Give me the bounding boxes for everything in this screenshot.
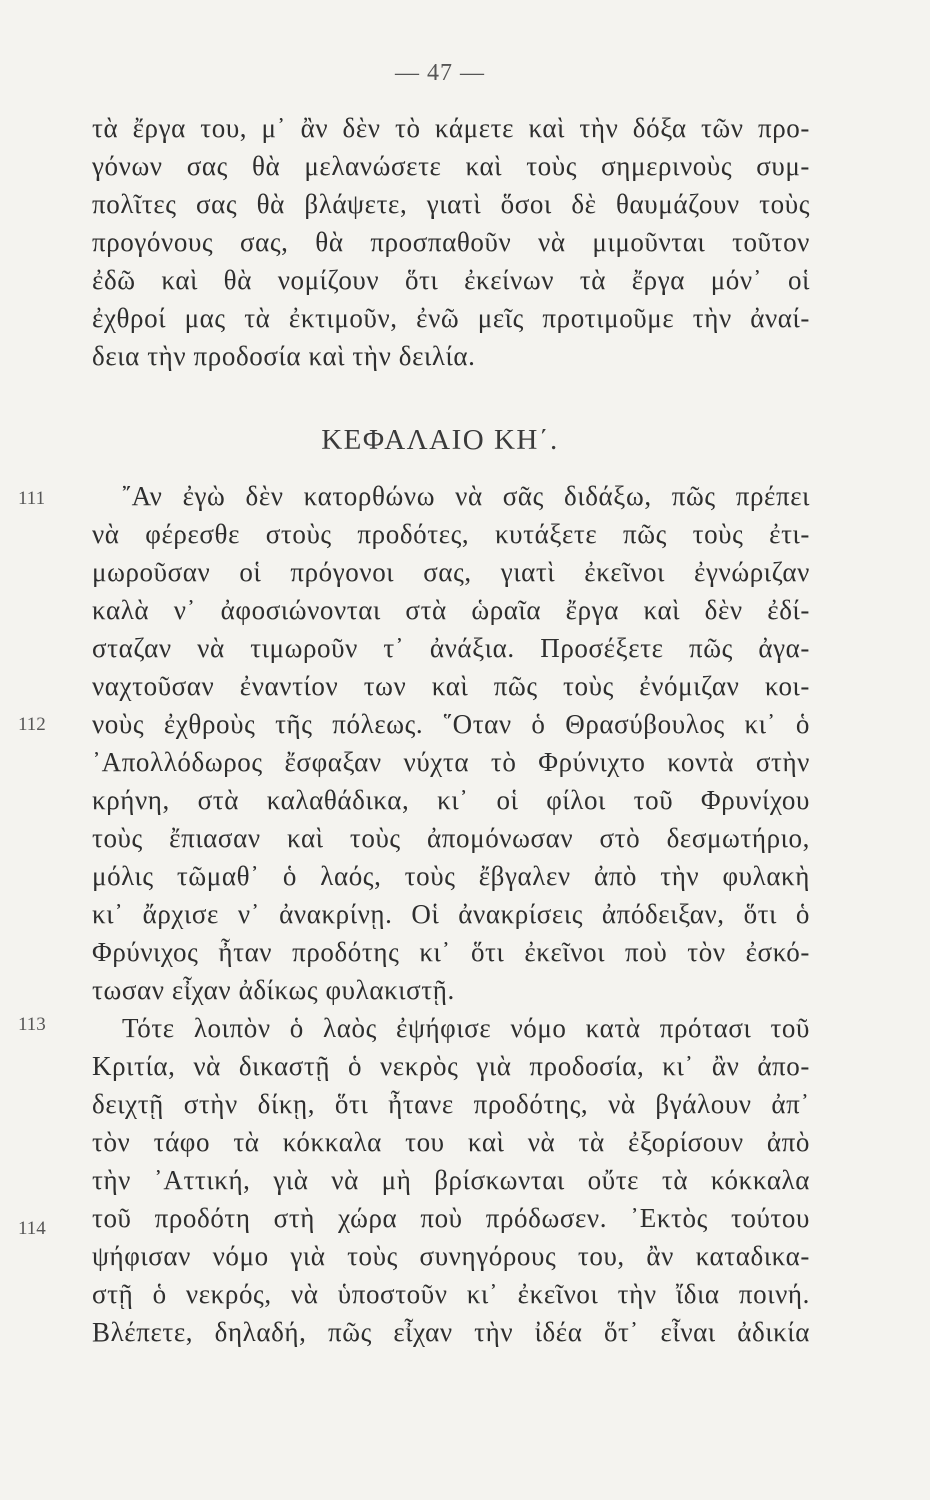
text-line: ναχτοῦσαν ἐναντίον των καὶ πῶς τοὺς ἐνόμιζαν κοι- [92,671,810,701]
text-line: μωροῦσαν οἱ πρόγονοι σας, γιατὶ ἐκεῖνοι ἐγνώριζαν [92,557,810,587]
margin-section-number: 114 [18,1218,46,1239]
text-line: Τότε λοιπὸν ὁ λαὸς ἐψήφισε νόμο κατὰ πρότασι τοῦ [122,1013,810,1043]
text-line: δειχτῇ στὴν δίκῃ, ὅτι ἦτανε προδότης, νὰ βγάλουν ἀπ᾽ [92,1089,810,1119]
text-line: ἐδῶ καὶ θὰ νομίζουν ὅτι ἐκείνων τὰ ἔργα μόν᾽ οἱ [92,265,810,295]
text-line: σταζαν νὰ τιμωροῦν τ᾽ ἀνάξια. Προσέξετε πῶς ἀγα- [92,633,810,663]
text-line: τωσαν εἶχαν ἀδίκως φυλακιστῇ. [92,975,455,1005]
text-line: γόνων σας θὰ μελανώσετε καὶ τοὺς σημερινοὺς συμ- [92,151,810,181]
text-line: τὰ ἔργα του, μ᾽ ἂν δὲν τὸ κάμετε καὶ τὴν δόξα τῶν προ- [92,113,810,143]
text-line: νοὺς ἐχθροὺς τῆς πόλεως. ῞Οταν ὁ Θρασύβουλος κι᾽ ὁ [92,709,810,739]
text-line: δεια τὴν προδοσία καὶ τὴν δειλία. [92,341,476,371]
text-line: νὰ φέρεσθε στοὺς προδότες, κυτάξετε πῶς τοὺς ἐτι- [92,519,810,549]
text-line: πολῖτες σας θὰ βλάψετε, γιατὶ ὅσοι δὲ θαυμάζουν τοὺς [92,189,810,219]
text-line: ῎Αν ἐγὼ δὲν κατορθώνω νὰ σᾶς διδάξω, πῶς πρέπει [122,481,810,511]
text-line: ᾽Απολλόδωρος ἔσφαξαν νύχτα τὸ Φρύνιχτο κοντὰ στὴν [92,747,810,777]
text-line: μόλις τῶμαθ᾽ ὁ λαός, τοὺς ἔβγαλεν ἀπὸ τὴν φυλακὴ [92,861,810,891]
text-line: Φρύνιχος ἦταν προδότης κι᾽ ὅτι ἐκεῖνοι ποὺ τὸν ἐσκό- [92,937,810,967]
text-line: κρήνη, στὰ καλαθάδικα, κι᾽ οἱ φίλοι τοῦ Φρυνίχου [92,785,810,815]
text-line: στῇ ὁ νεκρός, νὰ ὑποστοῦν κι᾽ ἐκεῖνοι τὴν ἴδια ποινή. [92,1279,810,1309]
text-line: Βλέπετε, δηλαδή, πῶς εἶχαν τὴν ἰδέα ὅτ᾽ εἶναι ἀδικία [92,1317,810,1347]
text-line: τὴν ᾽Αττική, γιὰ νὰ μὴ βρίσκωνται οὔτε τὰ κόκκαλα [92,1165,810,1195]
text-line: ψήφισαν νόμο γιὰ τοὺς συνηγόρους του, ἂν καταδικα- [92,1241,810,1271]
text-line: τοῦ προδότη στὴ χώρα ποὺ πρόδωσεν. ᾽Εκτὸς τούτου [92,1203,810,1233]
text-line: τοὺς ἔπιασαν καὶ τοὺς ἀπομόνωσαν στὸ δεσμωτήριο, [92,823,810,853]
chapter-title: ΚΕΦΑΛΑΙΟ ΚΗ΄. [321,424,559,456]
margin-section-number: 111 [18,488,46,509]
margin-section-number: 112 [18,714,46,735]
text-line: καλὰ ν᾽ ἀφοσιώνονται στὰ ὡραῖα ἔργα καὶ δὲν ἐδί- [92,595,810,625]
text-line: προγόνους σας, θὰ προσπαθοῦν νὰ μιμοῦνται τοῦτον [92,227,810,257]
page-number: — 47 — [395,60,485,86]
margin-section-number: 113 [18,1014,46,1035]
text-line: Κριτία, νὰ δικαστῇ ὁ νεκρὸς γιὰ προδοσία, κι᾽ ἂν ἀπο- [92,1051,810,1081]
text-line: ἐχθροί μας τὰ ἐκτιμοῦν, ἐνῶ μεῖς προτιμοῦμε τὴν ἀναί- [92,303,810,333]
text-line: κι᾽ ἄρχισε ν᾽ ἀνακρίνῃ. Οἱ ἀνακρίσεις ἀπόδειξαν, ὅτι ὁ [92,899,810,929]
text-line: τὸν τάφο τὰ κόκκαλα του καὶ νὰ τὰ ἐξορίσουν ἀπὸ [92,1127,810,1157]
